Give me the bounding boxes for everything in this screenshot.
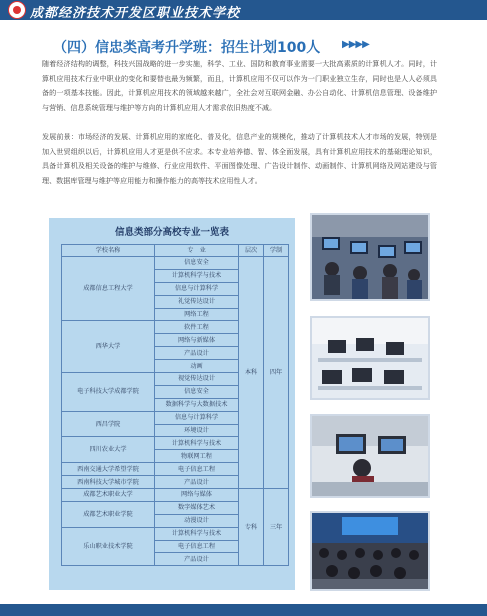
photo-computer-lab [310,213,430,301]
major-cell: 数字媒体艺术 [155,501,239,514]
school-name-cell: 四川农业大学 [62,437,155,463]
photo-student-workstation [310,414,430,498]
intro-paragraph: 随着经济结构的调整，科技兴国战略的进一步实施，科学、工业、国防和教育事业需要一大批高素质的计算机人才。同时，计算机应用技术行业中职业的变化和要替也最为频繁，而且，计算机应用不仅可以作为一门职业独立生存，同时也是人人必须具备的一项基本技能。因此，计算机应用技术的领域越来越广，全社会对互联网金融、办公自动化、计算机信息管理、设备维护与营销、信息系统管理与维护等方向的计算机应用人才需求依旧热度不减。 [42,59,437,112]
major-cell: 计算机科学与技术 [155,269,239,282]
school-name-cell: 电子科技大学成都学院 [62,373,155,412]
major-cell: 信息与计算科学 [155,411,239,424]
photo-lecture-hall [310,511,430,591]
school-name-cell: 西南交通大学希望学院 [62,463,155,476]
header-major: 专 业 [155,245,239,257]
school-name-cell: 西昌学院 [62,411,155,437]
major-cell: 计算机科学与技术 [155,437,239,450]
major-cell: 环境设计 [155,424,239,437]
table-row [62,489,289,502]
major-cell: 网络与媒体 [155,489,239,502]
workstation-illustration [312,416,428,496]
school-name-cell: 成都艺术职业学院 [62,501,155,527]
school-name-cell: 乐山职业技术学院 [62,527,155,566]
major-cell: 网络工程 [155,308,239,321]
duration-cell: 四年 [264,257,289,489]
major-cell: 动画 [155,360,239,373]
major-cell: 数据科学与大数据技术 [155,398,239,411]
major-cell: 电子信息工程 [155,463,239,476]
prospects-paragraph: 发展前景：市场经济的发展、计算机应用的家庭化、普及化，信息产业的规模化，推动了计算机技术人才市场的发展，特别是加入世贸组织以后，计算机应用人才更是供不应求。本专业培养德、智、体全面发展，具有计算机应用技术的基础理论知识，具备计算机及相关设备的维护与维修、行业应用软件、平面图像处理、广告设计制作、动画制作、计算机网络及网站建设与管理、数据库管理与维护等应用能力和操作能力的高等技术应用性人才。 [42,132,437,185]
section-title: （四）信忠类高考升学班：招生计划100人 [53,40,321,56]
school-logo-icon [8,1,26,19]
major-cell: 计算机科学与技术 [155,527,239,540]
major-cell: 礼觉传达设计 [155,295,239,308]
major-cell: 信息安全 [155,257,239,270]
school-name: 成都经济技术开发区职业技术学校 [30,6,241,21]
school-name-cell: 西华大学 [62,321,155,373]
school-name-cell: 成都信息工程大学 [62,257,155,321]
duration-cell: 三年 [264,489,289,566]
bottom-banner [0,604,487,616]
major-cell: 产品设计 [155,553,239,566]
header-school: 学校名称 [62,245,155,257]
photo-classroom-desks [310,316,430,400]
major-cell: 网络与新媒体 [155,334,239,347]
major-cell: 产品设计 [155,347,239,360]
major-cell: 动漫设计 [155,514,239,527]
table-body [62,257,289,566]
major-table [61,244,289,566]
lecture-hall-illustration [312,513,428,589]
table-title: 信息类部分高校专业一览表 [114,227,229,238]
school-name-cell: 西南科技大学城市学院 [62,476,155,489]
major-cell: 物联网工程 [155,450,239,463]
major-cell: 软件工程 [155,321,239,334]
classroom-illustration [312,318,428,398]
top-banner [0,0,487,20]
header-duration: 学制 [264,245,289,257]
table-header-row [62,245,289,257]
major-cell: 信息与计算科学 [155,282,239,295]
major-cell: 电子信息工程 [155,540,239,553]
major-cell: 视觉传达设计 [155,373,239,386]
table-row [62,257,289,270]
level-cell: 本科 [239,257,264,489]
school-name-cell: 成都艺术职业大学 [62,489,155,502]
header-level: 层次 [239,245,264,257]
arrows-icon: ▶▶▶▶ [342,39,369,50]
major-cell: 产品设计 [155,476,239,489]
computer-lab-illustration [312,215,428,299]
level-cell: 专科 [239,489,264,566]
major-cell: 信息安全 [155,385,239,398]
